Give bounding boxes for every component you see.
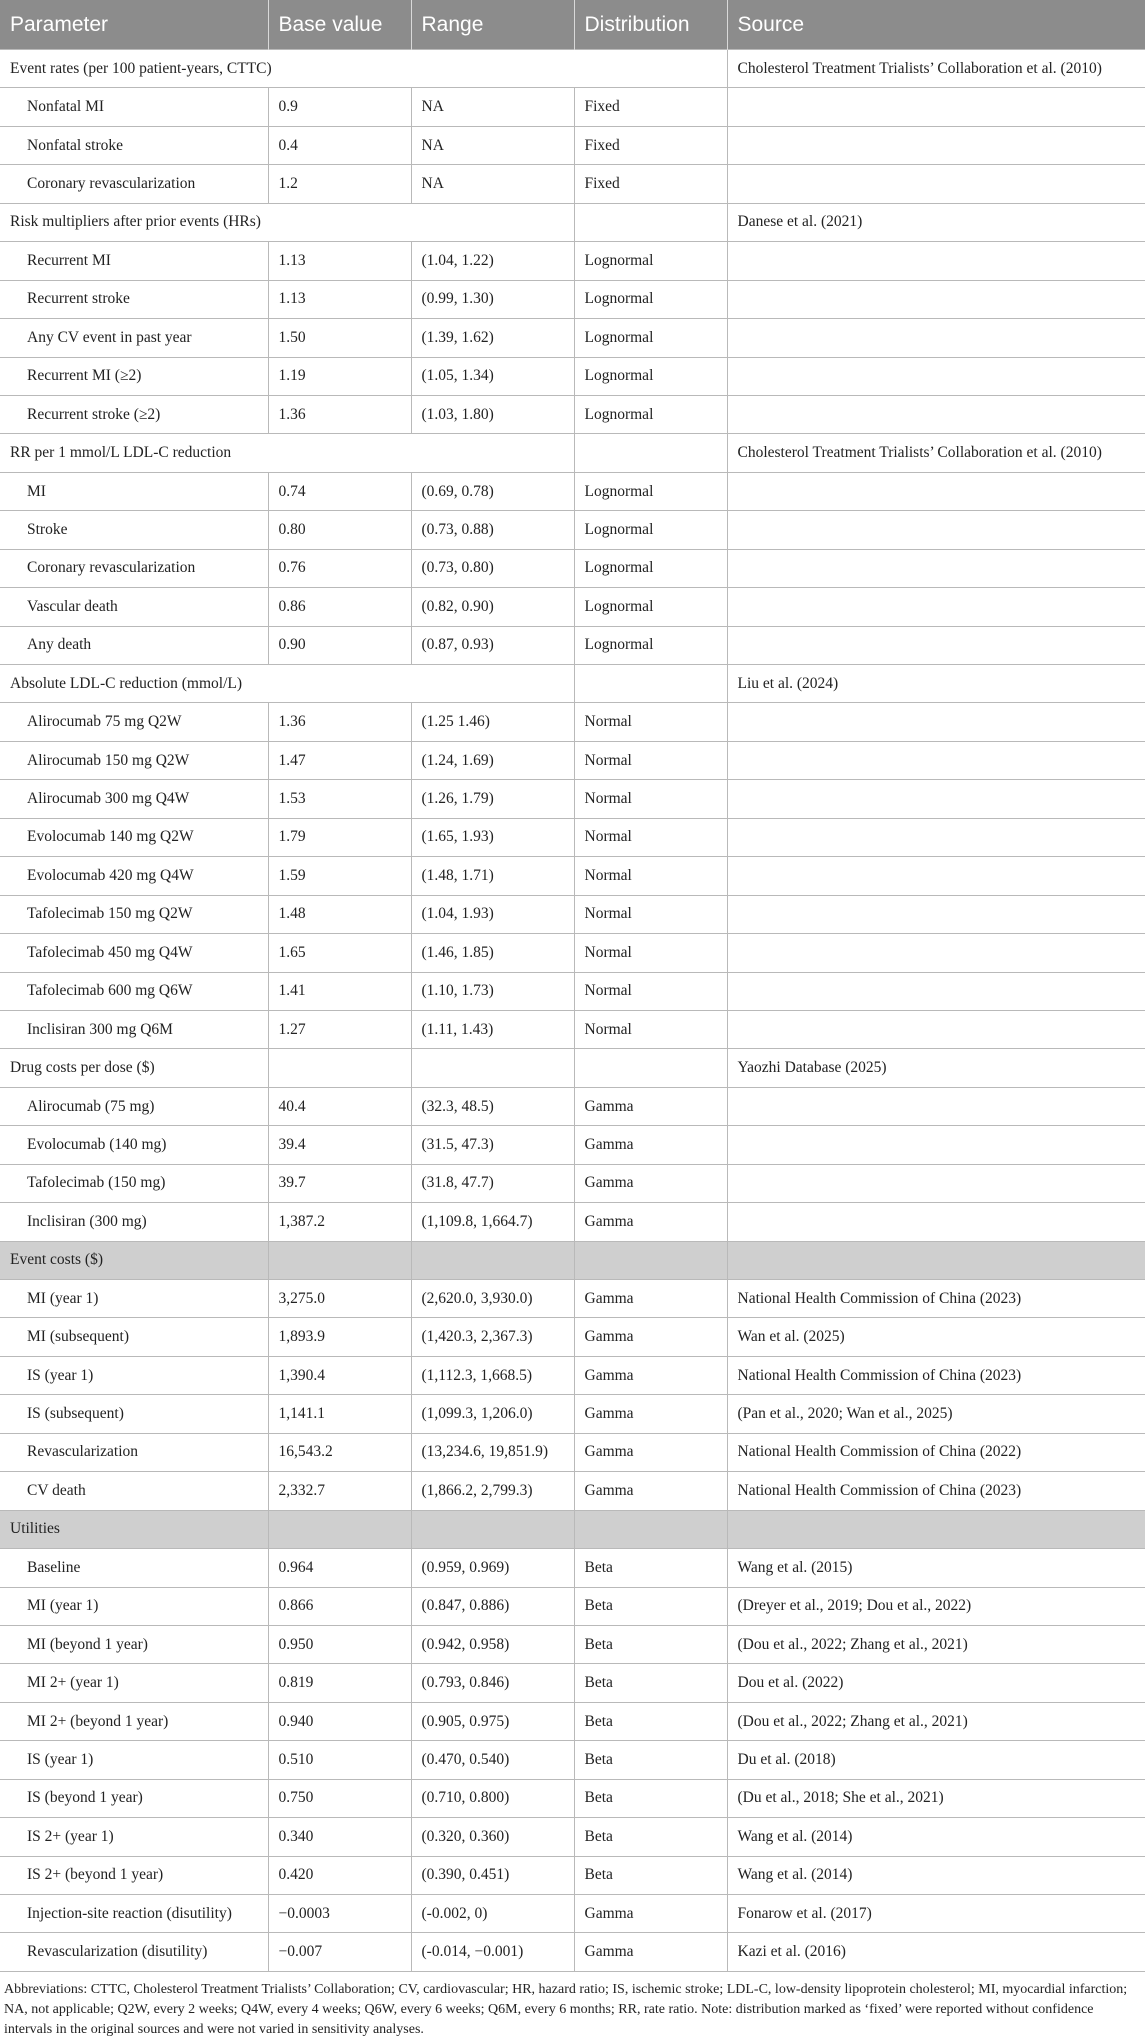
distribution-cell: Gamma xyxy=(574,1395,727,1433)
section-row xyxy=(0,665,1145,703)
source-cell xyxy=(727,88,1145,126)
range-cell: (1.04, 1.93) xyxy=(411,895,574,933)
table-row xyxy=(0,511,1145,549)
table-row xyxy=(0,1203,1145,1241)
source-cell xyxy=(727,818,1145,856)
distribution-cell: Beta xyxy=(574,1741,727,1779)
base-value-cell: 1.48 xyxy=(268,895,411,933)
range-cell: (-0.002, 0) xyxy=(411,1895,574,1933)
table-row xyxy=(0,549,1145,587)
source-cell xyxy=(727,1087,1145,1125)
range-cell: (0.710, 0.800) xyxy=(411,1779,574,1817)
parameter-cell: Tafolecimab 600 mg Q6W xyxy=(0,972,268,1010)
empty-cell xyxy=(411,1049,574,1087)
range-cell: (0.390, 0.451) xyxy=(411,1856,574,1894)
base-value-cell: 16,543.2 xyxy=(268,1433,411,1471)
table-row xyxy=(0,1472,1145,1510)
section-source: Liu et al. (2024) xyxy=(727,665,1145,703)
header-base-value: Base value xyxy=(268,0,411,50)
header-distribution: Distribution xyxy=(574,0,727,50)
table-row xyxy=(0,1164,1145,1202)
range-cell: (1.11, 1.43) xyxy=(411,1010,574,1048)
section-label: Drug costs per dose ($) xyxy=(0,1049,268,1087)
source-cell xyxy=(727,395,1145,433)
base-value-cell: 0.950 xyxy=(268,1625,411,1663)
table-row xyxy=(0,1664,1145,1702)
table-row xyxy=(0,1433,1145,1471)
distribution-cell: Lognormal xyxy=(574,395,727,433)
table-row xyxy=(0,319,1145,357)
source-cell: Wan et al. (2025) xyxy=(727,1318,1145,1356)
parameter-cell: Evolocumab 140 mg Q2W xyxy=(0,818,268,856)
base-value-cell: 39.4 xyxy=(268,1126,411,1164)
distribution-cell: Beta xyxy=(574,1625,727,1663)
empty-cell xyxy=(574,203,727,241)
base-value-cell: 1.2 xyxy=(268,165,411,203)
range-cell: (1.46, 1.85) xyxy=(411,934,574,972)
range-cell: (1.10, 1.73) xyxy=(411,972,574,1010)
distribution-cell: Lognormal xyxy=(574,280,727,318)
table-row xyxy=(0,88,1145,126)
range-cell: (1,112.3, 1,668.5) xyxy=(411,1356,574,1394)
range-cell: (1.05, 1.34) xyxy=(411,357,574,395)
base-value-cell: −0.007 xyxy=(268,1933,411,1971)
source-cell xyxy=(727,511,1145,549)
range-cell: (1.26, 1.79) xyxy=(411,780,574,818)
source-cell: Dou et al. (2022) xyxy=(727,1664,1145,1702)
base-value-cell: 0.964 xyxy=(268,1549,411,1587)
empty-cell xyxy=(574,434,727,472)
source-cell xyxy=(727,741,1145,779)
table-row xyxy=(0,1395,1145,1433)
range-cell: NA xyxy=(411,88,574,126)
table-row xyxy=(0,357,1145,395)
base-value-cell: 1,390.4 xyxy=(268,1356,411,1394)
table-row xyxy=(0,472,1145,510)
range-cell: (2,620.0, 3,930.0) xyxy=(411,1280,574,1318)
base-value-cell: 40.4 xyxy=(268,1087,411,1125)
base-value-cell: 0.420 xyxy=(268,1856,411,1894)
table-row xyxy=(0,1318,1145,1356)
range-cell: (0.793, 0.846) xyxy=(411,1664,574,1702)
table-row xyxy=(0,280,1145,318)
base-value-cell: 1.53 xyxy=(268,780,411,818)
source-cell: Wang et al. (2015) xyxy=(727,1549,1145,1587)
base-value-cell: 1.36 xyxy=(268,703,411,741)
table-row xyxy=(0,1356,1145,1394)
parameter-cell: IS (year 1) xyxy=(0,1741,268,1779)
table-row xyxy=(0,1856,1145,1894)
base-value-cell: 1.59 xyxy=(268,857,411,895)
table-row xyxy=(0,1933,1145,1971)
distribution-cell: Normal xyxy=(574,741,727,779)
parameter-cell: CV death xyxy=(0,1472,268,1510)
header-source: Source xyxy=(727,0,1145,50)
parameter-cell: Vascular death xyxy=(0,588,268,626)
range-cell: (31.8, 47.7) xyxy=(411,1164,574,1202)
distribution-cell: Gamma xyxy=(574,1087,727,1125)
source-cell: (Pan et al., 2020; Wan et al., 2025) xyxy=(727,1395,1145,1433)
parameter-cell: Nonfatal stroke xyxy=(0,126,268,164)
section-row xyxy=(0,1510,1145,1548)
parameter-cell: IS (beyond 1 year) xyxy=(0,1779,268,1817)
source-cell xyxy=(727,357,1145,395)
distribution-cell: Fixed xyxy=(574,88,727,126)
section-source: Danese et al. (2021) xyxy=(727,203,1145,241)
parameter-cell: MI 2+ (year 1) xyxy=(0,1664,268,1702)
range-cell: (0.847, 0.886) xyxy=(411,1587,574,1625)
range-cell: (1.65, 1.93) xyxy=(411,818,574,856)
base-value-cell: 2,332.7 xyxy=(268,1472,411,1510)
parameter-cell: Evolocumab 420 mg Q4W xyxy=(0,857,268,895)
parameter-cell: Any death xyxy=(0,626,268,664)
source-cell xyxy=(727,1164,1145,1202)
parameter-cell: MI (year 1) xyxy=(0,1587,268,1625)
range-cell: (0.69, 0.78) xyxy=(411,472,574,510)
parameter-cell: MI (beyond 1 year) xyxy=(0,1625,268,1663)
base-value-cell: 0.76 xyxy=(268,549,411,587)
section-label: Utilities xyxy=(0,1510,268,1548)
parameter-cell: Revascularization (disutility) xyxy=(0,1933,268,1971)
distribution-cell: Fixed xyxy=(574,165,727,203)
section-row xyxy=(0,1049,1145,1087)
source-cell: National Health Commission of China (2023) xyxy=(727,1280,1145,1318)
distribution-cell: Normal xyxy=(574,818,727,856)
distribution-cell: Gamma xyxy=(574,1203,727,1241)
parameter-cell: MI 2+ (beyond 1 year) xyxy=(0,1702,268,1740)
base-value-cell: 39.7 xyxy=(268,1164,411,1202)
distribution-cell: Lognormal xyxy=(574,319,727,357)
base-value-cell: 1.27 xyxy=(268,1010,411,1048)
distribution-cell: Beta xyxy=(574,1549,727,1587)
parameter-cell: Nonfatal MI xyxy=(0,88,268,126)
base-value-cell: 0.86 xyxy=(268,588,411,626)
distribution-cell: Beta xyxy=(574,1664,727,1702)
parameter-cell: Coronary revascularization xyxy=(0,549,268,587)
parameter-cell: Injection-site reaction (disutility) xyxy=(0,1895,268,1933)
parameter-cell: Inclisiran 300 mg Q6M xyxy=(0,1010,268,1048)
table-row xyxy=(0,741,1145,779)
range-cell: (0.320, 0.360) xyxy=(411,1818,574,1856)
range-cell: (1.04, 1.22) xyxy=(411,242,574,280)
source-cell: Wang et al. (2014) xyxy=(727,1818,1145,1856)
base-value-cell: −0.0003 xyxy=(268,1895,411,1933)
source-cell: (Dreyer et al., 2019; Dou et al., 2022) xyxy=(727,1587,1145,1625)
distribution-cell: Beta xyxy=(574,1818,727,1856)
base-value-cell: 0.866 xyxy=(268,1587,411,1625)
parameter-cell: Revascularization xyxy=(0,1433,268,1471)
distribution-cell: Normal xyxy=(574,934,727,972)
header-parameter: Parameter xyxy=(0,0,268,50)
section-label: RR per 1 mmol/L LDL-C reduction xyxy=(0,434,574,472)
section-label: Absolute LDL-C reduction (mmol/L) xyxy=(0,665,574,703)
distribution-cell: Gamma xyxy=(574,1280,727,1318)
source-cell: National Health Commission of China (2023) xyxy=(727,1356,1145,1394)
table-row xyxy=(0,1779,1145,1817)
range-cell: (1,866.2, 2,799.3) xyxy=(411,1472,574,1510)
source-cell xyxy=(727,626,1145,664)
empty-cell xyxy=(574,1510,727,1548)
table-row xyxy=(0,626,1145,664)
source-cell: National Health Commission of China (2022) xyxy=(727,1433,1145,1471)
range-cell: (0.99, 1.30) xyxy=(411,280,574,318)
source-cell xyxy=(727,703,1145,741)
parameter-cell: Tafolecimab 450 mg Q4W xyxy=(0,934,268,972)
empty-cell xyxy=(268,1510,411,1548)
distribution-cell: Gamma xyxy=(574,1933,727,1971)
base-value-cell: 1,893.9 xyxy=(268,1318,411,1356)
distribution-cell: Normal xyxy=(574,895,727,933)
parameter-cell: Tafolecimab (150 mg) xyxy=(0,1164,268,1202)
range-cell: (1.25 1.46) xyxy=(411,703,574,741)
base-value-cell: 0.74 xyxy=(268,472,411,510)
table-row xyxy=(0,1087,1145,1125)
base-value-cell: 0.4 xyxy=(268,126,411,164)
distribution-cell: Beta xyxy=(574,1856,727,1894)
distribution-cell: Gamma xyxy=(574,1895,727,1933)
range-cell: (31.5, 47.3) xyxy=(411,1126,574,1164)
range-cell: (0.959, 0.969) xyxy=(411,1549,574,1587)
table-row xyxy=(0,895,1145,933)
distribution-cell: Lognormal xyxy=(574,549,727,587)
distribution-cell: Normal xyxy=(574,703,727,741)
empty-cell xyxy=(574,1241,727,1279)
section-row xyxy=(0,1241,1145,1279)
source-cell xyxy=(727,857,1145,895)
range-cell: (0.905, 0.975) xyxy=(411,1702,574,1740)
empty-cell xyxy=(411,1510,574,1548)
source-cell: (Dou et al., 2022; Zhang et al., 2021) xyxy=(727,1625,1145,1663)
base-value-cell: 0.90 xyxy=(268,626,411,664)
footnote: Abbreviations: CTTC, Cholesterol Treatment Trialists’ Collaboration; CV, cardiovascular; HR, hazard ratio; IS, ischemic stroke; LDL-C, low-density lipoprotein cholesterol; MI, myocardial infarction; NA, not applicable; Q2W, every 2 weeks; Q4W, every 4 weeks; Q6W, every 6 weeks; Q6M, every 6 months; RR, rate ratio. Note: distribution marked as ‘fixed’ were reported without confidence intervals in the original sources and were not varied in sensitivity analyses. xyxy=(4,1981,1128,2037)
range-cell: (1,420.3, 2,367.3) xyxy=(411,1318,574,1356)
table-row xyxy=(0,1126,1145,1164)
base-value-cell: 3,275.0 xyxy=(268,1280,411,1318)
section-label: Risk multipliers after prior events (HRs) xyxy=(0,203,574,241)
table-body xyxy=(0,50,1145,1972)
table-row xyxy=(0,588,1145,626)
source-cell xyxy=(727,126,1145,164)
source-cell: Fonarow et al. (2017) xyxy=(727,1895,1145,1933)
source-cell xyxy=(727,588,1145,626)
section-row xyxy=(0,203,1145,241)
header-row xyxy=(0,0,1145,50)
range-cell: NA xyxy=(411,165,574,203)
range-cell: (1,109.8, 1,664.7) xyxy=(411,1203,574,1241)
distribution-cell: Normal xyxy=(574,857,727,895)
table-row xyxy=(0,1010,1145,1048)
table-row xyxy=(0,1625,1145,1663)
range-cell: (32.3, 48.5) xyxy=(411,1087,574,1125)
table-row xyxy=(0,857,1145,895)
source-cell xyxy=(727,934,1145,972)
parameter-cell: Evolocumab (140 mg) xyxy=(0,1126,268,1164)
range-cell: NA xyxy=(411,126,574,164)
distribution-cell: Lognormal xyxy=(574,242,727,280)
range-cell: (0.942, 0.958) xyxy=(411,1625,574,1663)
source-cell xyxy=(727,319,1145,357)
table-row xyxy=(0,818,1145,856)
section-source xyxy=(727,1510,1145,1548)
parameter-cell: Stroke xyxy=(0,511,268,549)
base-value-cell: 0.9 xyxy=(268,88,411,126)
empty-cell xyxy=(268,1241,411,1279)
base-value-cell: 1.19 xyxy=(268,357,411,395)
source-cell: Du et al. (2018) xyxy=(727,1741,1145,1779)
empty-cell xyxy=(411,1241,574,1279)
table-row xyxy=(0,1702,1145,1740)
source-cell xyxy=(727,1010,1145,1048)
base-value-cell: 1.79 xyxy=(268,818,411,856)
table-row xyxy=(0,1280,1145,1318)
parameter-cell: Alirocumab 150 mg Q2W xyxy=(0,741,268,779)
table-row xyxy=(0,1741,1145,1779)
parameter-cell: IS (year 1) xyxy=(0,1356,268,1394)
parameter-cell: MI xyxy=(0,472,268,510)
base-value-cell: 1,387.2 xyxy=(268,1203,411,1241)
parameter-cell: Baseline xyxy=(0,1549,268,1587)
empty-cell xyxy=(574,1049,727,1087)
table-row xyxy=(0,1587,1145,1625)
distribution-cell: Lognormal xyxy=(574,357,727,395)
range-cell: (1.48, 1.71) xyxy=(411,857,574,895)
parameter-cell: Recurrent stroke xyxy=(0,280,268,318)
base-value-cell: 0.819 xyxy=(268,1664,411,1702)
base-value-cell: 0.80 xyxy=(268,511,411,549)
source-cell: (Du et al., 2018; She et al., 2021) xyxy=(727,1779,1145,1817)
distribution-cell: Gamma xyxy=(574,1356,727,1394)
table-row xyxy=(0,1895,1145,1933)
parameter-cell: IS (subsequent) xyxy=(0,1395,268,1433)
base-value-cell: 0.510 xyxy=(268,1741,411,1779)
distribution-cell: Gamma xyxy=(574,1433,727,1471)
table-row xyxy=(0,242,1145,280)
header-range: Range xyxy=(411,0,574,50)
range-cell: (1,099.3, 1,206.0) xyxy=(411,1395,574,1433)
range-cell: (1.03, 1.80) xyxy=(411,395,574,433)
source-cell xyxy=(727,780,1145,818)
parameter-cell: Alirocumab 300 mg Q4W xyxy=(0,780,268,818)
section-row xyxy=(0,50,1145,88)
range-cell: (1.24, 1.69) xyxy=(411,741,574,779)
table-row xyxy=(0,972,1145,1010)
distribution-cell: Gamma xyxy=(574,1318,727,1356)
source-cell xyxy=(727,472,1145,510)
base-value-cell: 1,141.1 xyxy=(268,1395,411,1433)
source-cell xyxy=(727,280,1145,318)
source-cell xyxy=(727,549,1145,587)
section-source: Yaozhi Database (2025) xyxy=(727,1049,1145,1087)
base-value-cell: 1.13 xyxy=(268,280,411,318)
parameter-cell: Recurrent MI (≥2) xyxy=(0,357,268,395)
section-label: Event costs ($) xyxy=(0,1241,268,1279)
parameter-cell: Recurrent MI xyxy=(0,242,268,280)
distribution-cell: Lognormal xyxy=(574,588,727,626)
base-value-cell: 1.41 xyxy=(268,972,411,1010)
base-value-cell: 1.50 xyxy=(268,319,411,357)
range-cell: (0.82, 0.90) xyxy=(411,588,574,626)
range-cell: (-0.014, −0.001) xyxy=(411,1933,574,1971)
empty-cell xyxy=(268,1049,411,1087)
base-value-cell: 1.36 xyxy=(268,395,411,433)
distribution-cell: Gamma xyxy=(574,1164,727,1202)
section-label: Event rates (per 100 patient-years, CTTC) xyxy=(0,50,727,88)
distribution-cell: Beta xyxy=(574,1702,727,1740)
source-cell: (Dou et al., 2022; Zhang et al., 2021) xyxy=(727,1702,1145,1740)
source-cell: Wang et al. (2014) xyxy=(727,1856,1145,1894)
range-cell: (0.87, 0.93) xyxy=(411,626,574,664)
distribution-cell: Normal xyxy=(574,780,727,818)
range-cell: (1.39, 1.62) xyxy=(411,319,574,357)
section-source: Cholesterol Treatment Trialists’ Collaboration et al. (2010) xyxy=(727,50,1145,88)
range-cell: (0.73, 0.88) xyxy=(411,511,574,549)
base-value-cell: 0.340 xyxy=(268,1818,411,1856)
distribution-cell: Normal xyxy=(574,1010,727,1048)
distribution-cell: Normal xyxy=(574,972,727,1010)
parameter-cell: Alirocumab (75 mg) xyxy=(0,1087,268,1125)
base-value-cell: 1.47 xyxy=(268,741,411,779)
parameter-cell: Inclisiran (300 mg) xyxy=(0,1203,268,1241)
range-cell: (0.470, 0.540) xyxy=(411,1741,574,1779)
section-source xyxy=(727,1241,1145,1279)
distribution-cell: Gamma xyxy=(574,1472,727,1510)
source-cell: Kazi et al. (2016) xyxy=(727,1933,1145,1971)
table-row xyxy=(0,395,1145,433)
source-cell xyxy=(727,165,1145,203)
distribution-cell: Beta xyxy=(574,1779,727,1817)
parameter-cell: MI (year 1) xyxy=(0,1280,268,1318)
parameter-cell: IS 2+ (year 1) xyxy=(0,1818,268,1856)
parameter-cell: Tafolecimab 150 mg Q2W xyxy=(0,895,268,933)
section-source: Cholesterol Treatment Trialists’ Collaboration et al. (2010) xyxy=(727,434,1145,472)
parameter-cell: Any CV event in past year xyxy=(0,319,268,357)
range-cell: (13,234.6, 19,851.9) xyxy=(411,1433,574,1471)
source-cell xyxy=(727,1126,1145,1164)
table-row xyxy=(0,703,1145,741)
distribution-cell: Gamma xyxy=(574,1126,727,1164)
base-value-cell: 0.750 xyxy=(268,1779,411,1817)
empty-cell xyxy=(574,665,727,703)
distribution-cell: Lognormal xyxy=(574,626,727,664)
table-row xyxy=(0,165,1145,203)
base-value-cell: 1.65 xyxy=(268,934,411,972)
source-cell: National Health Commission of China (2023) xyxy=(727,1472,1145,1510)
distribution-cell: Beta xyxy=(574,1587,727,1625)
table-row xyxy=(0,1549,1145,1587)
range-cell: (0.73, 0.80) xyxy=(411,549,574,587)
base-value-cell: 0.940 xyxy=(268,1702,411,1740)
parameter-cell: Recurrent stroke (≥2) xyxy=(0,395,268,433)
parameter-cell: Alirocumab 75 mg Q2W xyxy=(0,703,268,741)
table-row xyxy=(0,126,1145,164)
table-row xyxy=(0,934,1145,972)
parameter-cell: IS 2+ (beyond 1 year) xyxy=(0,1856,268,1894)
table-row xyxy=(0,1818,1145,1856)
distribution-cell: Lognormal xyxy=(574,511,727,549)
table-row xyxy=(0,780,1145,818)
base-value-cell: 1.13 xyxy=(268,242,411,280)
parameter-cell: MI (subsequent) xyxy=(0,1318,268,1356)
distribution-cell: Lognormal xyxy=(574,472,727,510)
distribution-cell: Fixed xyxy=(574,126,727,164)
source-cell xyxy=(727,242,1145,280)
source-cell xyxy=(727,972,1145,1010)
source-cell xyxy=(727,895,1145,933)
source-cell xyxy=(727,1203,1145,1241)
section-row xyxy=(0,434,1145,472)
parameter-cell: Coronary revascularization xyxy=(0,165,268,203)
